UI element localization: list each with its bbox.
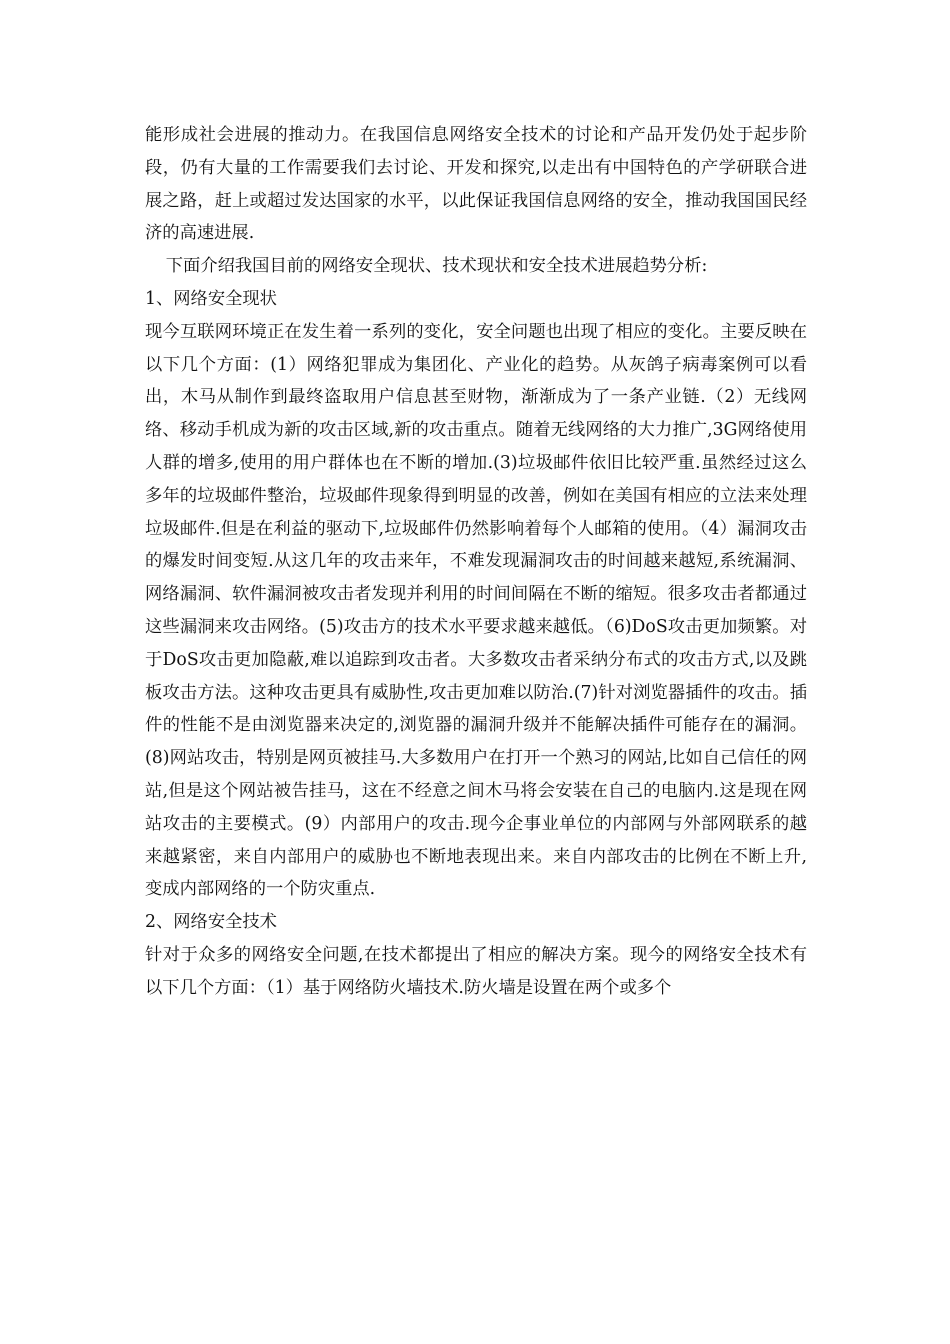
section-heading-security-status: 1、网络安全现状 xyxy=(145,288,277,309)
paragraph-intro: 能形成社会进展的推动力。在我国信息网络安全技术的讨论和产品开发仍处于起步阶段，仍有大量的工作需要我们去讨论、开发和探究,以走出有中国特色的产学研联合进展之路，赶上或超过发达国家的水平，以此保证我国信息网络的安全，推动我国国民经济的高速进展. xyxy=(145,125,807,244)
paragraph-overview: 下面介绍我国目前的网络安全现状、技术现状和安全技术进展趋势分析: xyxy=(165,256,708,277)
document-body xyxy=(145,119,807,1005)
section-heading-security-technology: 2、网络安全技术 xyxy=(145,912,277,933)
paragraph-security-technology: 针对于众多的网络安全问题,在技术都提出了相应的解决方案。现今的网络安全技术有以下几个方面：（1）基于网络防火墙技术.防火墙是设置在两个或多个 xyxy=(145,944,807,998)
paragraph-security-status: 现今互联网环境正在发生着一系列的变化，安全问题也出现了相应的变化。主要反映在以下几个方面：(1）网络犯罪成为集团化、产业化的趋势。从灰鸽子病毒案例可以看出，木马从制作到最终盗取用户信息甚至财物，渐渐成为了一条产业链.（2）无线网络、移动手机成为新的攻击区域,新的攻击重点。随着无线网络的大力推广,3G网络使用人群的增多,使用的用户群体也在不断的增加.(3)垃圾邮件依旧比较严重.虽然经过这么多年的垃圾邮件整治，垃圾邮件现象得到明显的改善，例如在美国有相应的立法来处理垃圾邮件.但是在利益的驱动下,垃圾邮件仍然影响着每个人邮箱的使用。（4）漏洞攻击的爆发时间变短.从这几年的攻击来年，不难发现漏洞攻击的时间越来越短,系统漏洞、网络漏洞、软件漏洞被攻击者发现并利用的时间间隔在不断的缩短。很多攻击者都通过这些漏洞来攻击网络。(5)攻击方的技术水平要求越来越低。（6)DoS攻击更加频繁。对于DoS攻击更加隐蔽,难以追踪到攻击者。大多数攻击者采纳分布式的攻击方式,以及跳板攻击方法。这种攻击更具有威胁性,攻击更加难以防治.(7)针对浏览器插件的攻击。插件的性能不是由浏览器来决定的,浏览器的漏洞升级并不能解决插件可能存在的漏洞。(8)网站攻击，特别是网页被挂马.大多数用户在打开一个熟习的网站,比如自己信任的网站,但是这个网站被告挂马，这在不经意之间木马将会安装在自己的电脑内.这是现在网站攻击的主要模式。(9）内部用户的攻击.现今企事业单位的内部网与外部网联系的越来越紧密，来自内部用户的威胁也不断地表现出来。来自内部攻击的比例在不断上升,变成内部网络的一个防灾重点. xyxy=(145,321,807,900)
